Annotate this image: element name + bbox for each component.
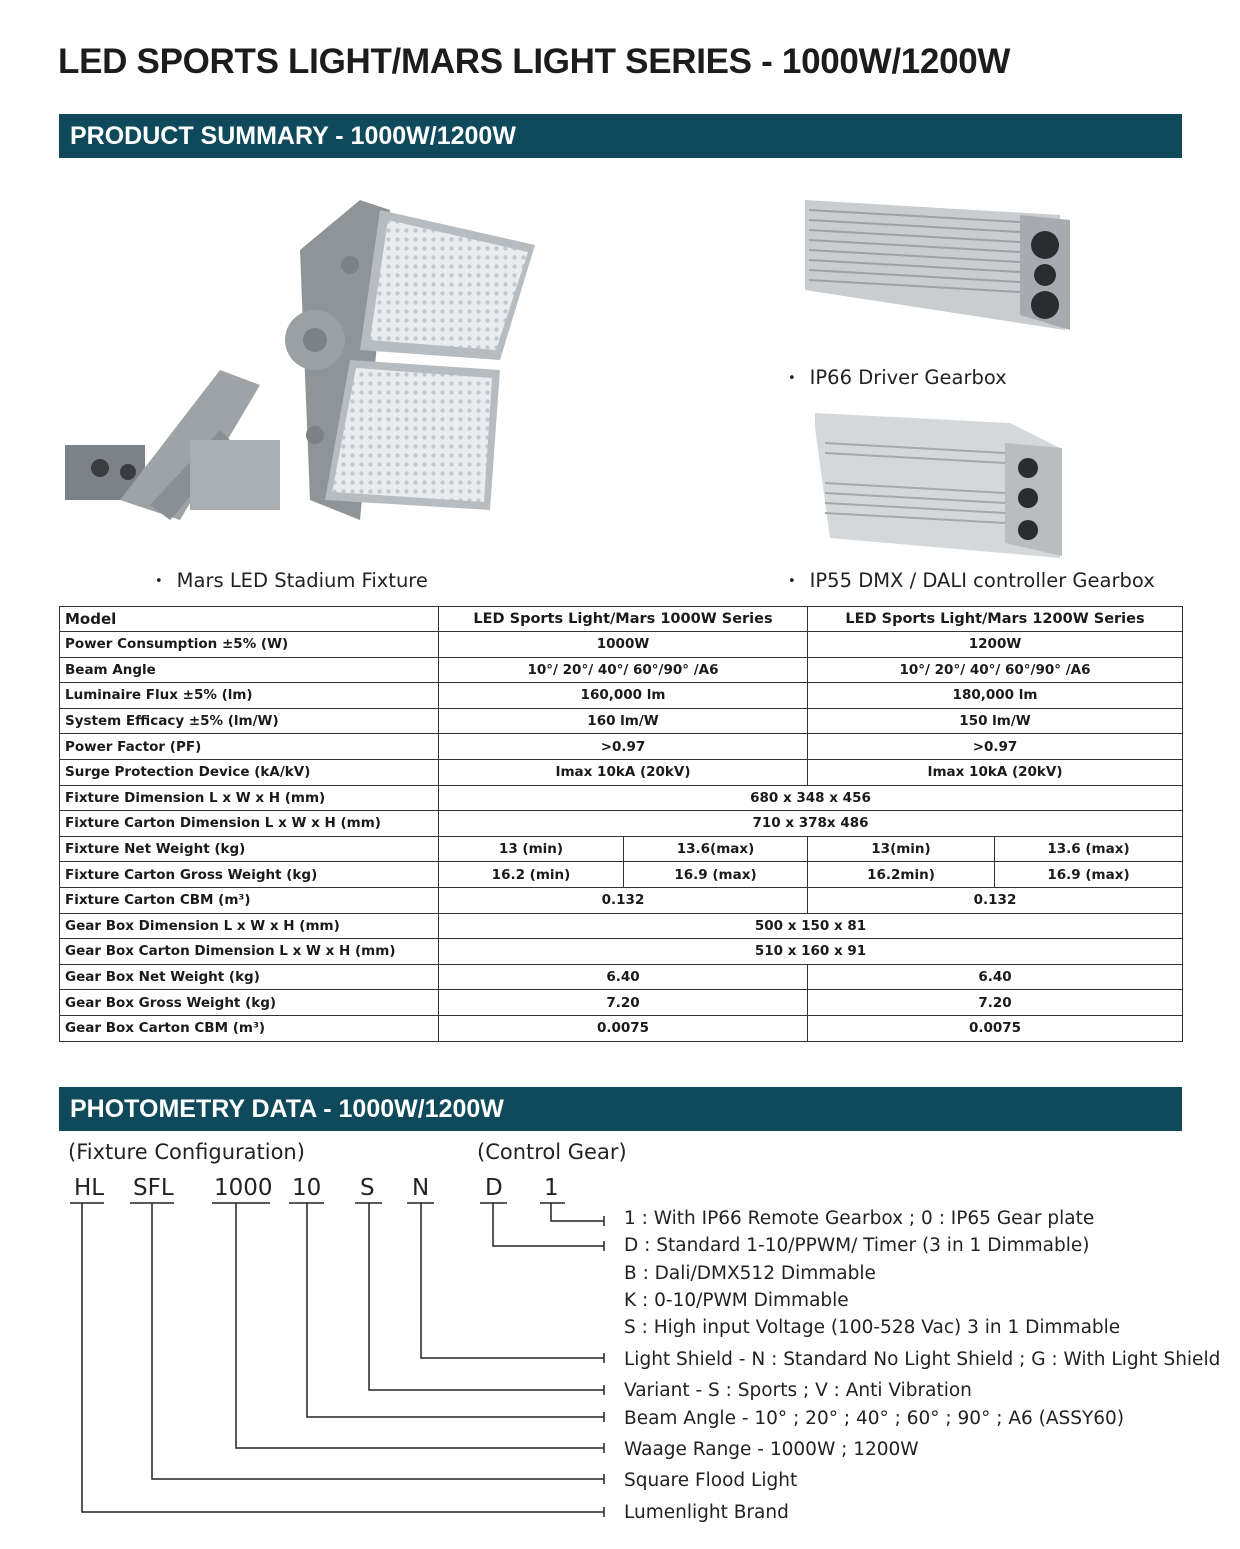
- code-part-wattage: 1000: [214, 1175, 273, 1201]
- cell-1000w: 7.20: [439, 990, 808, 1016]
- cell-shared: 680 x 348 x 456: [439, 785, 1183, 811]
- cell-1200w: 10°/ 20°/ 40°/ 60°/90° /A6: [808, 657, 1183, 683]
- cell-1200w-max: 13.6 (max): [995, 836, 1183, 862]
- desc-light-shield: Light Shield - N : Standard No Light Shield ; G : With Light Shield: [624, 1349, 1221, 1370]
- cell-1000w-max: 16.9 (max): [624, 862, 808, 888]
- row-label: Surge Protection Device (kA/kV): [60, 759, 439, 785]
- row-label: Luminaire Flux ±5% (lm): [60, 683, 439, 709]
- cell-1200w: 150 lm/W: [808, 708, 1183, 734]
- desc-variant: Variant - S : Sports ; V : Anti Vibration: [624, 1380, 972, 1401]
- cell-1200w: 0.132: [808, 887, 1183, 913]
- row-label: Fixture Dimension L x W x H (mm): [60, 785, 439, 811]
- row-label: System Efficacy ±5% (lm/W): [60, 708, 439, 734]
- desc-dimming-s: S : High input Voltage (100-528 Vac) 3 in 1 Dimmable: [624, 1317, 1121, 1338]
- table-header-1000w: LED Sports Light/Mars 1000W Series: [439, 607, 808, 632]
- cell-shared: 510 x 160 x 91: [439, 939, 1183, 965]
- desc-dimming-k: K : 0-10/PWM Dimmable: [624, 1290, 849, 1311]
- row-label: Gear Box Dimension L x W x H (mm): [60, 913, 439, 939]
- cell-shared: 710 x 378x 486: [439, 811, 1183, 837]
- cell-1000w: 160,000 lm: [439, 683, 808, 709]
- cell-1000w: 6.40: [439, 964, 808, 990]
- cell-1000w-max: 13.6(max): [624, 836, 808, 862]
- row-label: Fixture Carton Dimension L x W x H (mm): [60, 811, 439, 837]
- cell-1200w-min: 16.2min): [808, 862, 995, 888]
- cell-1000w: 1000W: [439, 632, 808, 658]
- row-label: Fixture Net Weight (kg): [60, 836, 439, 862]
- table-header-1200w: LED Sports Light/Mars 1200W Series: [808, 607, 1183, 632]
- cell-1200w: >0.97: [808, 734, 1183, 760]
- code-part-gear: 1: [544, 1175, 559, 1201]
- row-label: Gear Box Carton CBM (m³): [60, 1015, 439, 1041]
- desc-gear-option: 1 : With IP66 Remote Gearbox ; 0 : IP65 Gear plate: [624, 1208, 1095, 1229]
- cell-1000w: 160 lm/W: [439, 708, 808, 734]
- cell-1200w: Imax 10kA (20kV): [808, 759, 1183, 785]
- cell-1000w-min: 13 (min): [439, 836, 624, 862]
- cell-1200w: 6.40: [808, 964, 1183, 990]
- fixture-caption: • Mars LED Stadium Fixture: [155, 569, 428, 592]
- cell-1200w: 180,000 lm: [808, 683, 1183, 709]
- control-gear-heading: (Control Gear): [477, 1140, 627, 1164]
- photometry-header: PHOTOMETRY DATA - 1000W/1200W: [59, 1087, 1182, 1131]
- desc-beam-angle: Beam Angle - 10° ; 20° ; 40° ; 60° ; 90° ; A6 (ASSY60): [624, 1408, 1125, 1429]
- cell-1200w: 1200W: [808, 632, 1183, 658]
- row-label: Beam Angle: [60, 657, 439, 683]
- desc-wattage: Waage Range - 1000W ; 1200W: [624, 1439, 919, 1460]
- cell-1200w-min: 13(min): [808, 836, 995, 862]
- cell-1000w: 0.0075: [439, 1015, 808, 1041]
- cell-1200w: 7.20: [808, 990, 1183, 1016]
- product-summary-header: PRODUCT SUMMARY - 1000W/1200W: [59, 114, 1182, 158]
- row-label: Fixture Carton Gross Weight (kg): [60, 862, 439, 888]
- cell-1000w-min: 16.2 (min): [439, 862, 624, 888]
- desc-brand: Lumenlight Brand: [624, 1502, 789, 1523]
- code-part-shield: N: [412, 1175, 430, 1201]
- desc-dimming-b: B : Dali/DMX512 Dimmable: [624, 1263, 876, 1284]
- cell-1000w: 10°/ 20°/ 40°/ 60°/90° /A6: [439, 657, 808, 683]
- cell-shared: 500 x 150 x 81: [439, 913, 1183, 939]
- cell-1000w: 0.132: [439, 887, 808, 913]
- row-label: Power Factor (PF): [60, 734, 439, 760]
- code-part-brand: HL: [74, 1175, 105, 1201]
- code-part-beam: 10: [292, 1175, 322, 1201]
- cell-1000w: >0.97: [439, 734, 808, 760]
- fixture-config-heading: (Fixture Configuration): [68, 1140, 305, 1164]
- row-label: Power Consumption ±5% (W): [60, 632, 439, 658]
- row-label: Gear Box Carton Dimension L x W x H (mm): [60, 939, 439, 965]
- code-part-variant: S: [360, 1175, 375, 1201]
- row-label: Gear Box Gross Weight (kg): [60, 990, 439, 1016]
- row-label: Gear Box Net Weight (kg): [60, 964, 439, 990]
- table-header-model: Model: [60, 607, 439, 632]
- desc-dimming-d: D : Standard 1-10/PPWM/ Timer (3 in 1 Dimmable): [624, 1235, 1090, 1256]
- cell-1000w: Imax 10kA (20kV): [439, 759, 808, 785]
- cell-1200w: 0.0075: [808, 1015, 1183, 1041]
- code-part-type: SFL: [133, 1175, 174, 1201]
- cell-1200w-max: 16.9 (max): [995, 862, 1183, 888]
- gearbox1-caption: • IP66 Driver Gearbox: [788, 366, 1007, 389]
- desc-type: Square Flood Light: [624, 1470, 798, 1491]
- row-label: Fixture Carton CBM (m³): [60, 887, 439, 913]
- gearbox2-caption: • IP55 DMX / DALI controller Gearbox: [788, 569, 1155, 592]
- code-part-dimming: D: [485, 1175, 503, 1201]
- page-title: LED SPORTS LIGHT/MARS LIGHT SERIES - 1000W/1200W: [58, 42, 1011, 81]
